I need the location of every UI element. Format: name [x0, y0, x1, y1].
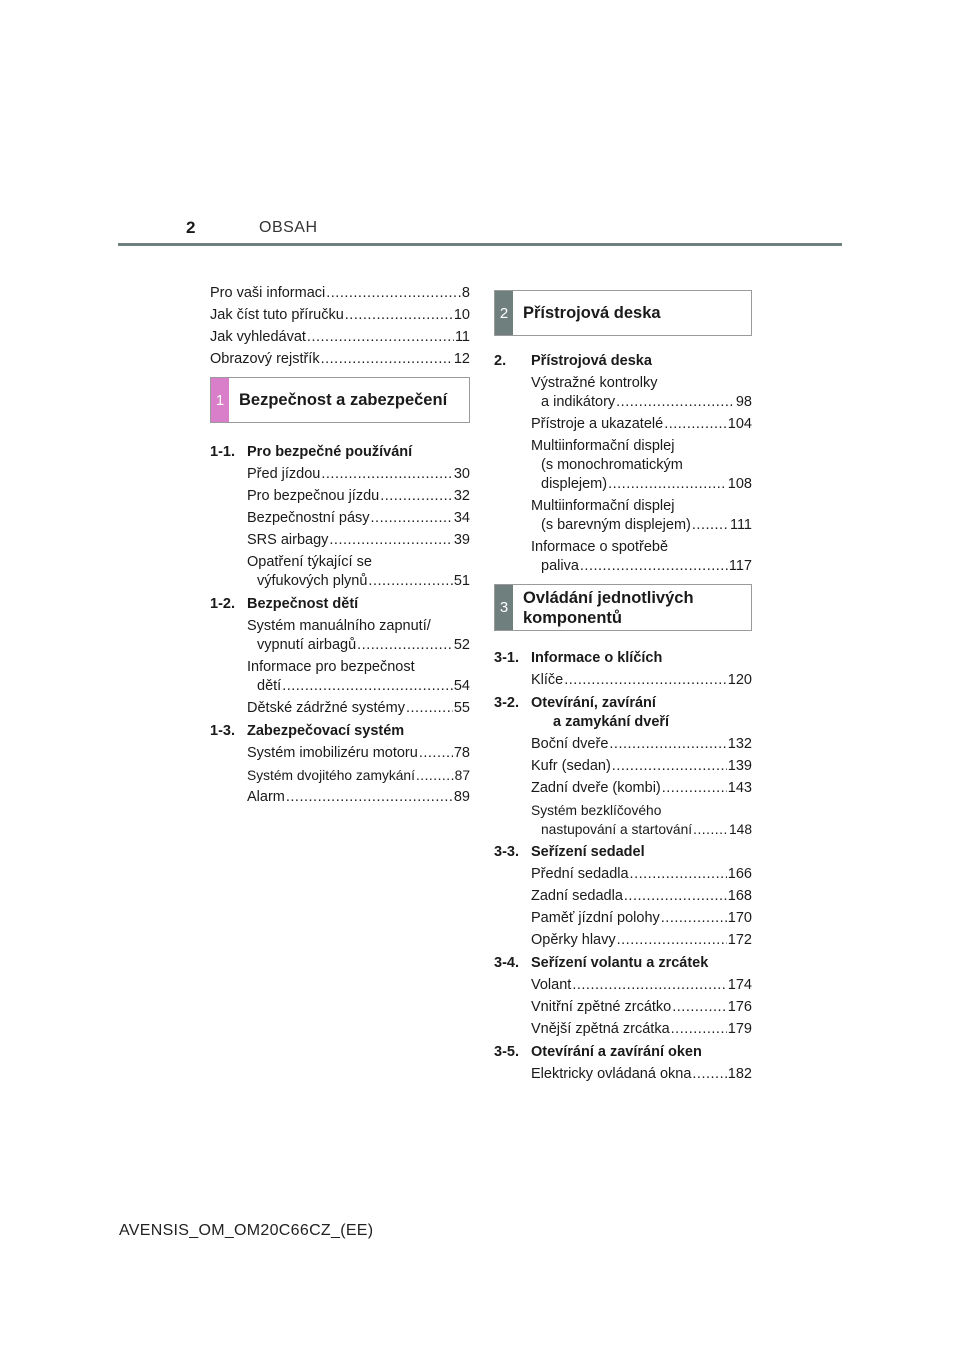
- toc-entry-multiline[interactable]: Multiinformační displej (s barevným displejem) ..... 111: [531, 497, 752, 535]
- chapter-heading[interactable]: 1-3. Zabezpečovací systém: [210, 723, 405, 739]
- toc-entry[interactable]: Systém imobilizéru motoru ..... 78: [247, 744, 470, 763]
- toc-entry-multiline[interactable]: Multiinformační displej (s monochromatickým displejem) ..... 108: [531, 437, 752, 494]
- toc-entry[interactable]: Paměť jízdní polohy ..... 170: [531, 909, 752, 928]
- section-tab-2: 2: [495, 291, 513, 335]
- chapter-heading[interactable]: 3-4. Seřízení volantu a zrcátek: [494, 955, 709, 971]
- toc-entry[interactable]: SRS airbagy ..... 39: [247, 531, 470, 550]
- toc-entry[interactable]: Dětské zádržné systémy ..... 55: [247, 699, 470, 718]
- toc-entry[interactable]: Systém dvojitého zamykání ..... 87: [247, 766, 470, 785]
- toc-left-column: [210, 284, 470, 810]
- section-header-3[interactable]: [494, 584, 752, 631]
- document-code: AVENSIS_OM_OM20C66CZ_(EE): [119, 1222, 374, 1239]
- chapter-items: [210, 617, 470, 718]
- toc-entry[interactable]: Klíče ..... 120: [531, 671, 752, 690]
- toc-entry[interactable]: Vnější zpětná zrcátka ..... 179: [531, 1020, 752, 1039]
- toc-entry[interactable]: Alarm ..... 89: [247, 788, 470, 807]
- chapter-items: [494, 865, 752, 950]
- chapter-heading[interactable]: 3-1. Informace o klíčích: [494, 650, 663, 666]
- toc-entry[interactable]: Obrazový rejstřík ..... 12: [210, 350, 470, 369]
- section-tab-3: 3: [495, 585, 513, 630]
- toc-entry[interactable]: Zadní sedadla ..... 168: [531, 887, 752, 906]
- chapter-heading[interactable]: 1-1. Pro bezpečné používání: [210, 444, 413, 460]
- toc-entry[interactable]: Jak vyhledávat ..... 11: [210, 328, 470, 347]
- toc-entry[interactable]: Jak číst tuto příručku ..... 10: [210, 306, 470, 325]
- chapter-heading[interactable]: 3-5. Otevírání a zavírání oken: [494, 1044, 702, 1060]
- chapter-heading[interactable]: 3-3. Seřízení sedadel: [494, 844, 645, 860]
- toc-entry[interactable]: Zadní dveře (kombi) ..... 143: [531, 779, 752, 798]
- section-header-2[interactable]: [494, 290, 752, 336]
- toc-right-column: [494, 290, 752, 1087]
- toc-entry[interactable]: Elektricky ovládaná okna ..... 182: [531, 1065, 752, 1084]
- section-title-3: Ovládání jednotlivých komponentů: [523, 588, 694, 627]
- toc-entry[interactable]: Pro bezpečnou jízdu ..... 32: [247, 487, 470, 506]
- toc-entry[interactable]: Pro vaši informaci ..... 8: [210, 284, 470, 303]
- toc-entry[interactable]: Přístroje a ukazatelé ..... 104: [531, 415, 752, 434]
- chapter-items: [494, 735, 752, 839]
- section-header-1[interactable]: [210, 377, 470, 423]
- toc-entry-multiline[interactable]: Informace pro bezpečnost dětí ..... 54: [247, 658, 470, 696]
- toc-entry-multiline[interactable]: Opatření týkající se výfukových plynů ..... 51: [247, 553, 470, 591]
- chapter-heading[interactable]: 2. Přístrojová deska: [494, 353, 652, 369]
- toc-entry[interactable]: Kufr (sedan) ..... 139: [531, 757, 752, 776]
- section-tab-1: 1: [211, 378, 229, 422]
- toc-entry[interactable]: Boční dveře ..... 132: [531, 735, 752, 754]
- toc-entry-multiline[interactable]: Systém manuálního zapnutí/ vypnutí airbagů ..... 52: [247, 617, 470, 655]
- page-number: 2: [186, 218, 196, 237]
- toc-entry[interactable]: Opěrky hlavy ..... 172: [531, 931, 752, 950]
- chapter-heading[interactable]: 1-2. Bezpečnost dětí: [210, 596, 359, 612]
- chapter-items: [494, 374, 752, 576]
- toc-entry[interactable]: Přední sedadla ..... 166: [531, 865, 752, 884]
- intro-list: [210, 284, 470, 369]
- chapter-items: [210, 465, 470, 591]
- toc-entry[interactable]: Před jízdou ..... 30: [247, 465, 470, 484]
- toc-entry-multiline[interactable]: Informace o spotřebě paliva ..... 117: [531, 538, 752, 576]
- header-rule: [118, 243, 842, 246]
- section-title-1: Bezpečnost a zabezpečení: [239, 391, 448, 409]
- chapter-items: [494, 1065, 752, 1084]
- chapter-heading[interactable]: 3-2. Otevírání, zavírání a zamykání dveří: [494, 695, 670, 730]
- toc-entry[interactable]: Volant ..... 174: [531, 976, 752, 995]
- page-header: [0, 0, 960, 250]
- chapter-items: [210, 744, 470, 807]
- section-title-2: Přístrojová deska: [523, 304, 661, 322]
- chapter-items: [494, 976, 752, 1039]
- toc-entry-multiline[interactable]: Systém bezklíčového nastupování a startování ..... 148: [531, 801, 752, 839]
- toc-entry-multiline[interactable]: Výstražné kontrolky a indikátory ..... 98: [531, 374, 752, 412]
- header-title: OBSAH: [259, 219, 318, 236]
- chapter-items: [494, 671, 752, 690]
- toc-entry[interactable]: Vnitřní zpětné zrcátko ..... 176: [531, 998, 752, 1017]
- toc-entry[interactable]: Bezpečnostní pásy ..... 34: [247, 509, 470, 528]
